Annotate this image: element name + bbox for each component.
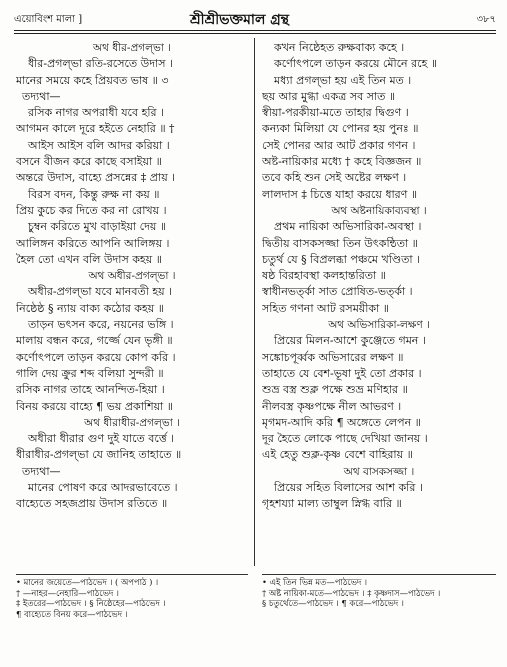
section-heading: অথ বাসকসজ্জা । [343,465,415,478]
verse-line: অষ্ট-নায়িকার মধ্যে † কহে বিজ্ঞজন ॥ [262,155,422,169]
verse-line: গৃহশয্যা মাল্য তাম্বুল স্নিগ্ধ বারি ॥ [262,497,402,511]
footnote-rule-right [262,574,496,575]
verse-line: অধীরা ধীরার গুণ দুই যাতে বর্ত্তে । [28,432,175,446]
verse-line: আলিঙ্গন করিতে আপনি আলিঙ্গয় । [16,236,170,250]
verse-line: স্বীয়া-পরকীয়া-মতে তাহার দ্বিগুণ । [262,106,409,120]
verse-line: কখন নিষ্ঠেহত রুক্ষবাক্য কহে । [274,41,405,54]
verse-line: তাহাতে যে বেশ-ভূষা দুই তো প্রকার । [262,366,422,380]
verse-line: মালায় বন্ধন করে, গর্জ্জে যেন ভৃঙ্গী ॥ [16,334,173,348]
footnote: † —নাহর—নেহারি—পাঠভেদ । [16,587,119,598]
book-title: শ্রীশ্রীভক্তমাল গ্রন্থ [190,12,290,28]
column-divider [254,38,255,566]
footnotes-right [262,577,496,609]
verse-line: আইস আইস বলি আদর করিয়া । [28,138,170,152]
verse-line: সঙ্কোচপূর্ব্বক অভিসারের লক্ষণ ॥ [262,350,404,364]
verse-line: দ্বিতীয় বাসকসজ্জা তিন উৎকন্ঠিতা ॥ [262,236,418,250]
verse-line: তাড়ন ভৎসন করে, নয়নের ভঙ্গি । [28,318,174,332]
verse-line: ধীরাধীর-প্রগল্ভা যে জানিহ তাহাতে ॥ [16,448,182,462]
verse-line: বসনে বীজন করে কাছে বসাইয়া ॥ [16,155,162,169]
verse-line: ছয় আর মুগ্ধা একত্র সব সাত ॥ [262,89,396,103]
verse-line: মানের সময়ে কহে প্রিয়বত ভাষ ॥ ৩ [16,73,169,87]
header-rule-bottom [14,33,496,34]
verse-line: এই হেতু শুক্ল-কৃষ্ণ বেশে বাহিরায় ॥ [262,448,413,462]
verse-line: প্রিয়ের মিলন-আশে কুঞ্জেতে গমন । [274,334,426,348]
verse-line: দূর হৈতে লোকে পাছে দেখিয়া জানয় । [262,432,428,446]
verse-line: অধীর-প্রগল্ভা যবে মানবতী হয় । [28,285,173,299]
verse-line: প্রথম নায়িকা অভিসারিকা-অবস্থা । [274,220,422,234]
footnotes-left [16,577,248,619]
footnote-rule-left [16,574,248,575]
chapter-label: এয়োবিংশ মালা ] [14,14,83,25]
verse-line: কর্ণোৎপলে তাড়ন করয়ে কোপ করি । [16,350,176,364]
verse-line: নীলবস্ত্র কৃষ্ণপক্ষে নীল আভরণ । [262,399,402,413]
verse-line: বিনয় করয়ে বাহ্যে ¶ ভয় প্রকাশিয়া ॥ [16,399,173,413]
footnote: ¶ বাহ্যেতে বিনয় করে—পাঠভেদ । [16,608,128,619]
verse-line: কর্ণোৎপলে তাড়ন করয়ে মৌনে রহে ॥ [274,57,438,71]
verse-line: তদ্যথা— [22,464,61,478]
verse-line: অন্তরে উদাস, বাহ্যে প্রসন্নের ‡ প্রায় । [16,171,176,185]
right-column [262,40,496,513]
verse-line: রসিক নাগর তাহে আনন্দিত-হিয়া । [16,383,165,397]
section-heading: অথ অধীর-প্রগল্ভা । [88,270,176,283]
section-heading: অথ অভিসারিকা-লক্ষণ । [328,319,430,332]
verse-line: নিষ্ঠেষ্ঠ § ন্যায় বাক্য কঠোর কহয় ॥ [16,301,164,315]
section-heading: অথ অষ্টনায়িকাব্যবস্থা । [331,204,427,217]
verse-line: তদ্যথা— [22,89,61,103]
footnote: • মানের জয়েতে—পাঠভেদ । ( অপপাঠ ) । [16,577,159,587]
section-heading: অথ ধীরাধীর-প্রগল্ভা । [84,416,180,429]
verse-line: কন্যকা মিলিয়া যে পোনর হয় পুনঃ ॥ [262,122,419,136]
verse-line: সেই পোনর আর আট প্রকার গণন । [262,138,416,152]
verse-line: বাহ্যেতে সহজপ্রায় উদাস রতিতে ॥ [16,497,168,511]
footnote: § চতুর্থেতে—পাঠভেদ । ¶ করে—পাঠভেদ । [262,598,404,609]
verse-line: মানের পোষণ করে আদরভাবেতে । [28,481,178,495]
verse-line: গালি দেয় ক্রুর শব্দ বলিয়া সুন্দরী ॥ [16,366,164,380]
verse-line: প্রিয় কুচে কর দিতে কর না রোখয় । [16,203,167,217]
section-heading: অথ ধীর-প্রগল্ভা । [93,42,171,54]
verse-line: প্রিয়ের সহিত বিলাসের আশ করি । [274,481,423,495]
verse-line: মৃগমদ-আদি করি ¶ অঙ্গেতে লেপন ॥ [262,415,421,429]
page-header [14,8,496,28]
verse-line: চতুর্থ যে § বিপ্রলব্ধা পঞ্চমে খণ্ডিতা । [262,252,421,266]
verse-line: ষষ্ঠ বিরহাবস্থা কলহান্তরিতা ॥ [262,269,386,283]
verse-line: রসিক নাগর অপরাধী যবে হরি । [28,106,164,120]
page-number: ৩৮৭ [476,14,496,25]
verse-line: বিরস বদন, কিন্তু রুক্ষ না কয় ॥ [28,187,160,201]
verse-line: চুম্বন করিতে মুখ বাড়াইয়া দেয় ॥ [28,220,167,234]
verse-line: হৈল তো এখন বলি উদাস কহয় ॥ [16,252,162,266]
verse-line: মধ্যা প্রগল্ভা হয় এই তিন মত । [274,73,412,87]
verse-line: তবে কহি শুন সেই অষ্টের লক্ষণ । [262,171,407,185]
verse-line: ধীর-প্রগল্ভা রতি-রসেতে উদাস । [28,57,173,71]
verse-line: সহিত গণনা আট রসময়ীকা ॥ [262,301,390,315]
left-column [16,40,248,513]
verse-line: শুভ্র বস্ত্র শুক্ল পক্ষে শুভ্র মণিহার ॥ [262,383,408,397]
header-rule-top [14,30,496,31]
footnote: † অষ্ট নায়িকা-মতে—পাঠভেদ । ‡ কৃষ্ণদাস—পাঠভেদ । [262,587,441,598]
verse-line: লালদাস ‡ চিত্তে যাহা করয়ে ধারণ ॥ [262,187,418,201]
verse-line: আগমন কালে দূরে হইতে নেহারি ॥ † [16,122,175,136]
footnote: • এই তিন ভিন্ন মত—পাঠভেদ । [262,577,367,587]
verse-line: স্বাধীনভর্ত্কা সাত প্রোষিত-ভর্ত্কা । [262,285,413,299]
footnote: ‡ ইতরের—পাঠভেদ । § নিষ্ঠেহের—পাঠভেদ । [16,598,166,609]
